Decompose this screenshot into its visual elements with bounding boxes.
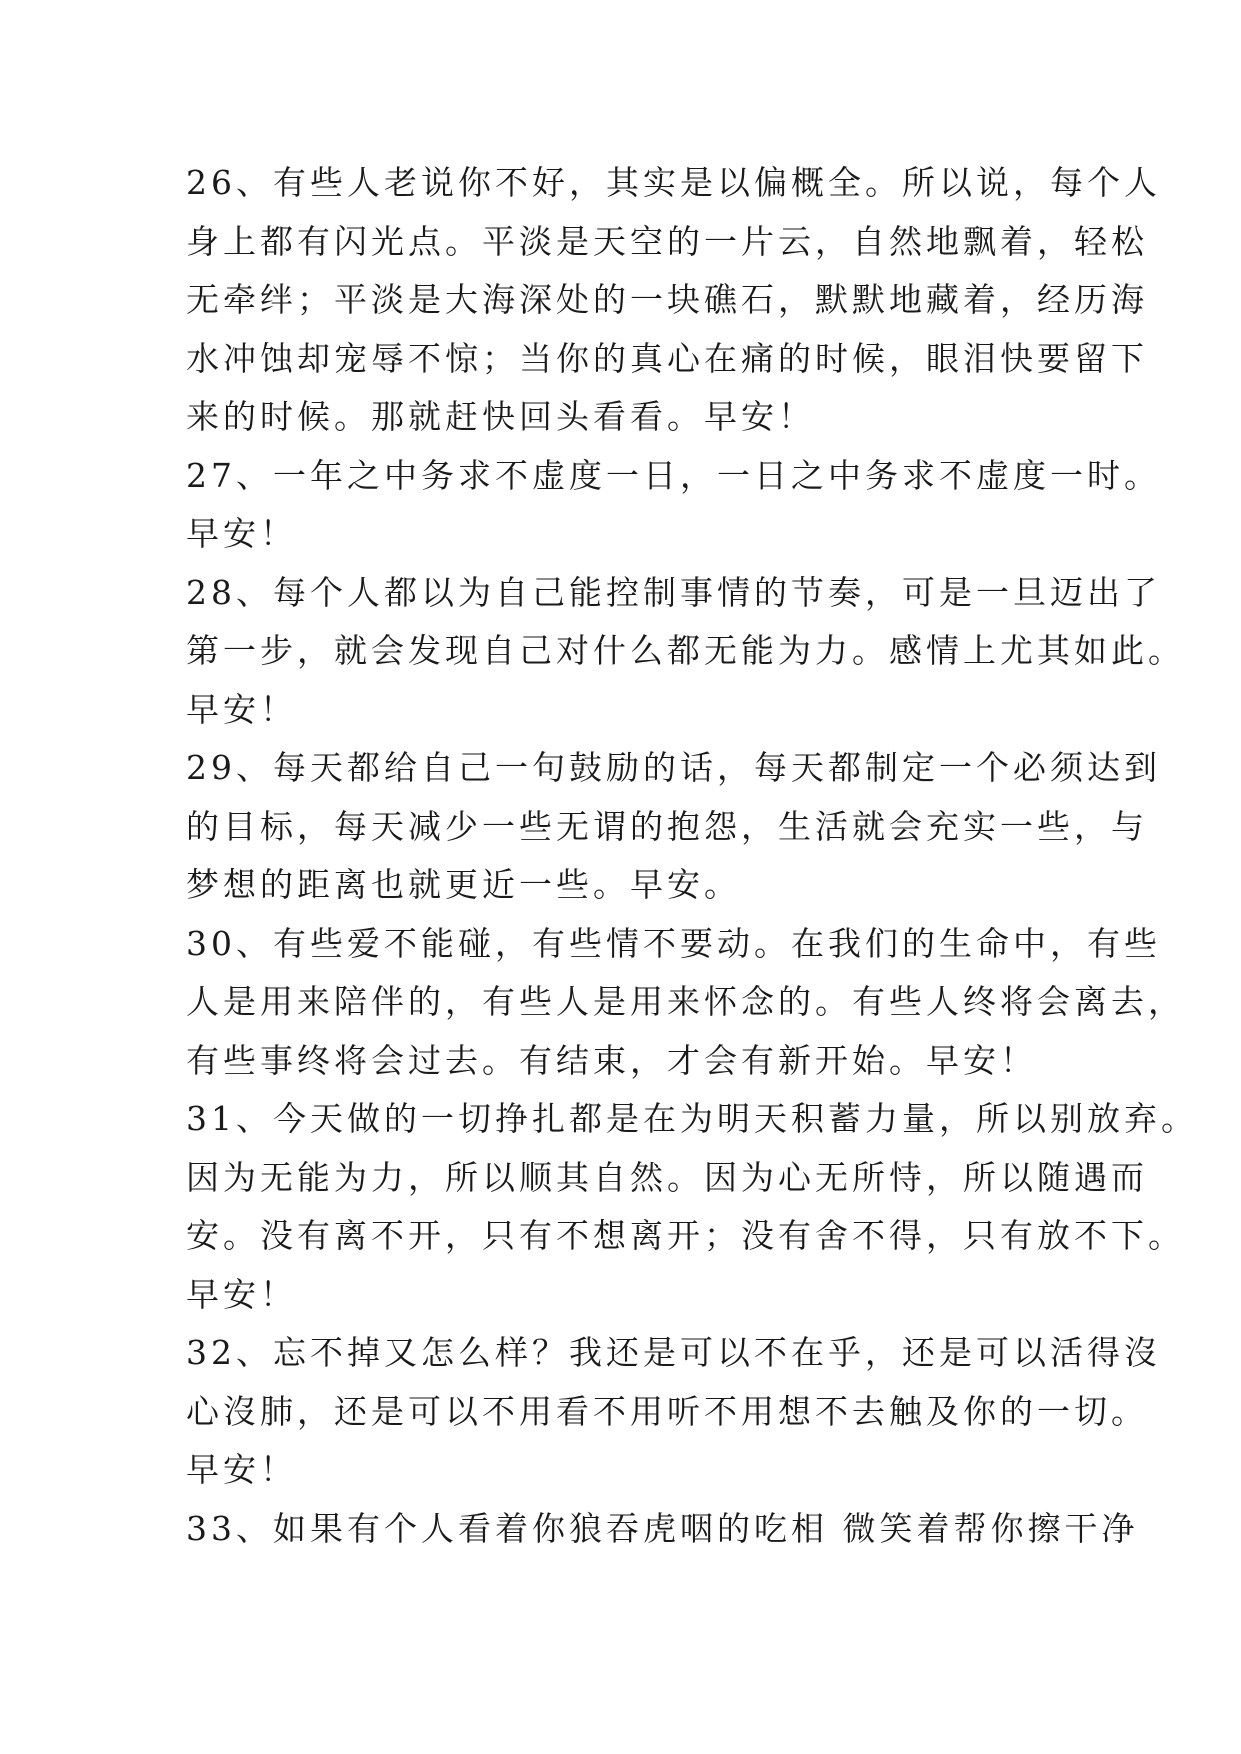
- text-line: 因为无能为力，所以顺其自然。因为心无所恃，所以随遇而: [186, 1157, 1148, 1197]
- text-line: 27、一年之中务求不虚度一日，一日之中务求不虚度一时。: [186, 455, 1161, 495]
- text-line: 32、忘不掉又怎么样？我还是可以不在乎，还是可以活得沒: [186, 1333, 1161, 1372]
- text-line: 29、每天都给自己一句鼓励的话，每天都制定一个必须达到: [186, 748, 1161, 787]
- text-line: 26、有些人老说你不好，其实是以偏概全。所以说，每个人: [186, 163, 1161, 202]
- text-line: 梦想的距离也就更近一些。早安。: [186, 865, 741, 904]
- text-line: 早安！: [186, 689, 297, 729]
- text-line: 安。没有离不开，只有不想离开；没有舍不得，只有放不下。: [186, 1216, 1185, 1255]
- text-line: 的目标，每天减少一些无谓的抱怨，生活就会充实一些，与: [186, 806, 1148, 846]
- text-line: 33、如果有个人看着你狼吞虎咽的吃相 微笑着帮你擦干净: [186, 1508, 1139, 1548]
- text-line: 早安！: [186, 1274, 297, 1314]
- text-line: 30、有些爱不能碰，有些情不要动。在我们的生命中，有些: [186, 923, 1161, 963]
- text-line: 第一步，就会发现自己对什么都无能为力。感情上尤其如此。: [186, 631, 1185, 670]
- text-line: 早安！: [186, 1450, 297, 1489]
- text-line: 水冲蚀却宠辱不惊；当你的真心在痛的时候，眼泪快要留下: [186, 338, 1148, 378]
- text-line: 早安！: [186, 514, 297, 553]
- document-body: [186, 154, 1198, 1558]
- text-line: 28、每个人都以为自己能控制事情的节奏，可是一旦迈出了: [186, 572, 1161, 612]
- text-line: 有些事终将会过去。有结束，才会有新开始。早安！: [186, 1040, 1037, 1080]
- text-line: 无牵绊；平淡是大海深处的一块礁石，默默地藏着，经历海: [186, 280, 1148, 319]
- text-line: 来的时候。那就赶快回头看看。早安！: [186, 397, 815, 436]
- text-line: 心沒肺，还是可以不用看不用听不用想不去触及你的一切。: [186, 1391, 1148, 1431]
- text-line: 人是用来陪伴的，有些人是用来怀念的。有些人终将会离去，: [186, 982, 1185, 1021]
- text-line: 31、今天做的一切挣扎都是在为明天积蓄力量，所以别放弃。: [186, 1099, 1198, 1138]
- text-line: 身上都有闪光点。平淡是天空的一片云，自然地飘着，轻松: [186, 221, 1148, 261]
